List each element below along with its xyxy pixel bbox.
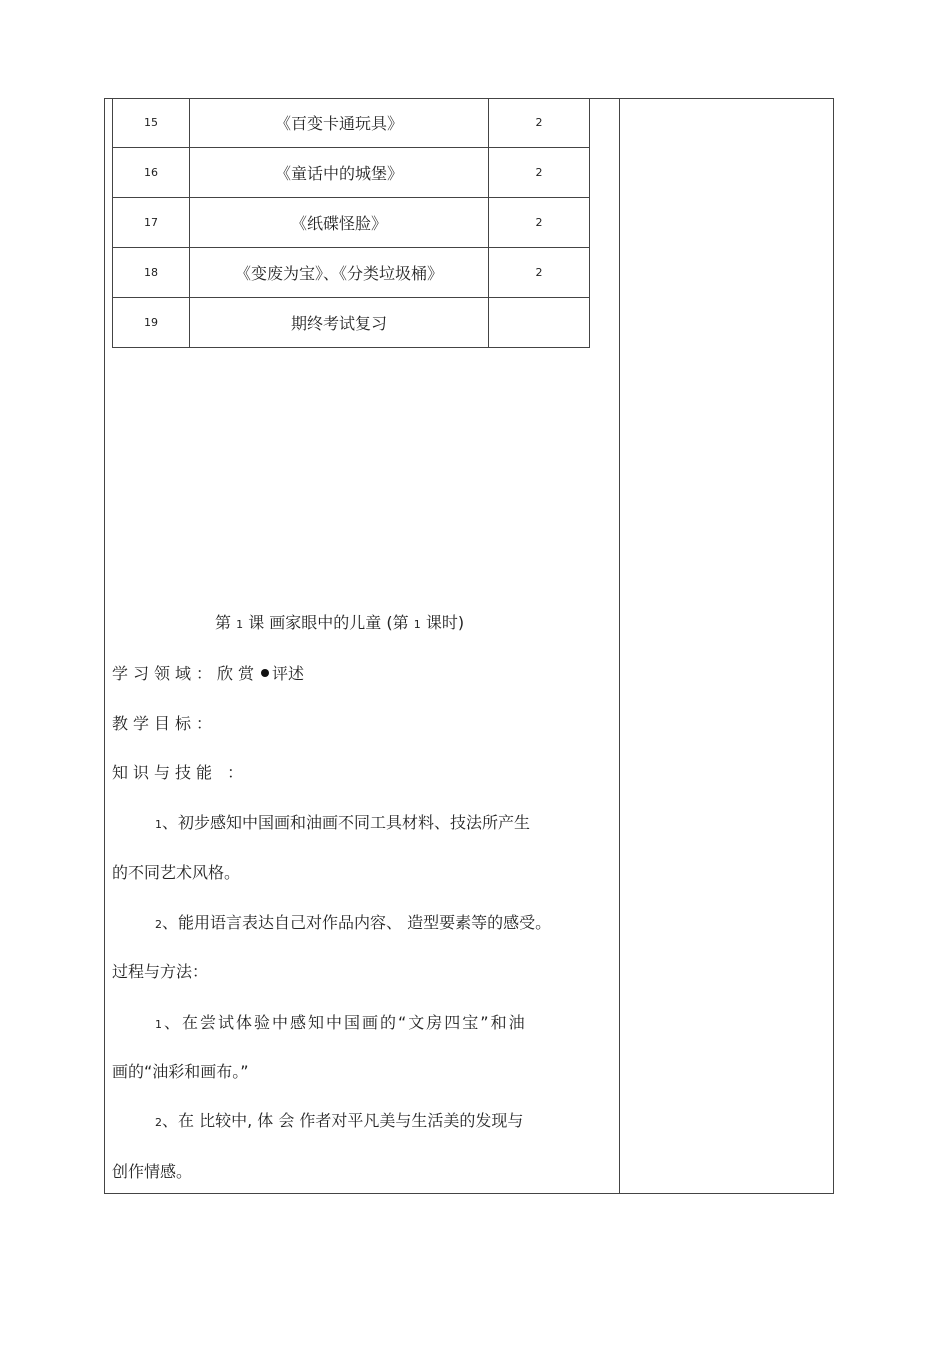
lesson-title: 《童话中的城堡》 bbox=[190, 148, 489, 198]
lesson-number: 15 bbox=[113, 98, 190, 148]
table-row bbox=[113, 298, 590, 348]
lesson-number: 18 bbox=[113, 248, 190, 298]
lesson-hours: 2 bbox=[489, 248, 590, 298]
knowledge-item-1-cont: 的不同艺术风格。 bbox=[112, 863, 241, 882]
knowledge-item-2: 2、能用语言表达自己对作品内容、 造型要素等的感受。 bbox=[155, 913, 552, 932]
table-row bbox=[113, 198, 590, 248]
table-row bbox=[113, 148, 590, 198]
lesson-hours: 2 bbox=[489, 198, 590, 248]
knowledge-item-1: 1、初步感知中国画和油画不同工具材料、技法所产生 bbox=[155, 813, 531, 832]
lesson-number: 16 bbox=[113, 148, 190, 198]
bullet-dot-icon bbox=[261, 669, 269, 677]
learning-domain: 学习领域：欣赏 评述 bbox=[112, 664, 305, 683]
lesson-title: 《变废为宝》、《分类垃圾桶》 bbox=[190, 248, 489, 298]
lesson-title: 《百变卡通玩具》 bbox=[190, 98, 489, 148]
process-item-1-cont: 画的“油彩和画布。” bbox=[112, 1062, 249, 1081]
lesson-hours bbox=[489, 298, 590, 348]
schedule-table bbox=[112, 98, 590, 348]
lesson-number: 19 bbox=[113, 298, 190, 348]
lesson-title: 期终考试复习 bbox=[190, 298, 489, 348]
teaching-goals-label: 教学目标： bbox=[112, 714, 218, 733]
table-row bbox=[113, 248, 590, 298]
knowledge-skills-label: 知识与技能 ： bbox=[112, 763, 249, 782]
table-row bbox=[113, 98, 590, 148]
lesson-number: 17 bbox=[113, 198, 190, 248]
process-methods-label: 过程与方法： bbox=[112, 962, 209, 981]
process-item-2: 2、在 比较中, 体 会 作者对平凡美与生活美的发现与 bbox=[155, 1111, 524, 1130]
lesson-hours: 2 bbox=[489, 148, 590, 198]
lesson-title: 《纸碟怪脸》 bbox=[190, 198, 489, 248]
lesson-hours: 2 bbox=[489, 98, 590, 148]
process-item-1: 1、在尝试体验中感知中国画的“文房四宝”和油 bbox=[155, 1013, 527, 1032]
process-item-2-cont: 创作情感。 bbox=[112, 1162, 193, 1181]
lesson-heading: 第 1 课 画家眼中的儿童 (第 1 课时) bbox=[215, 613, 465, 632]
